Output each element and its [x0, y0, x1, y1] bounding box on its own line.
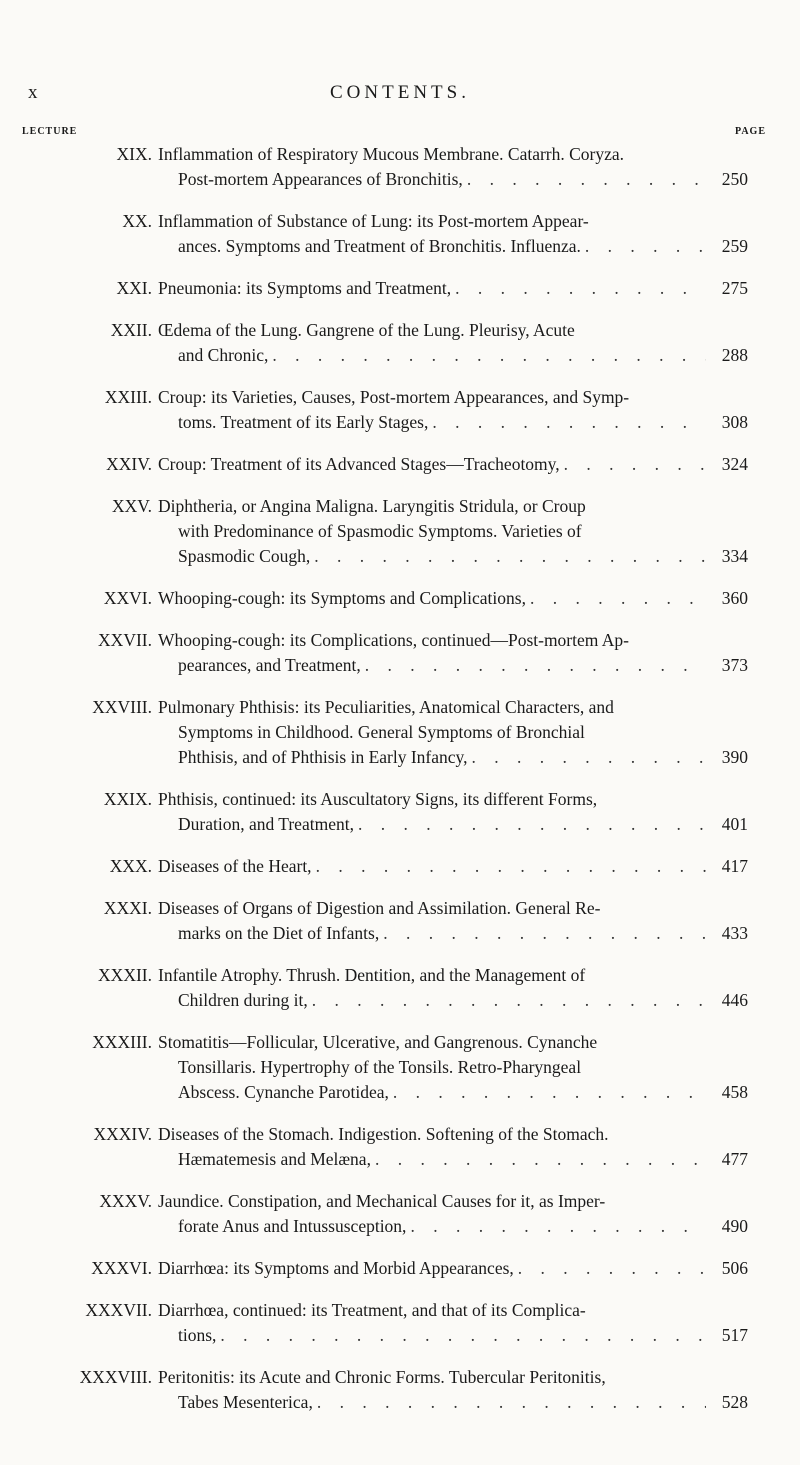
contents-entry	[0, 494, 800, 569]
page-number[interactable]: 324	[721, 454, 748, 474]
lecture-title	[158, 854, 748, 879]
title-line-text: tions,	[178, 1325, 217, 1345]
dot-leader	[389, 1080, 706, 1105]
title-line-text: toms. Treatment of its Early Stages,	[178, 412, 429, 432]
title-line: Whooping-cough: its Complications, continued—Post-mortem Ap-	[158, 630, 629, 650]
contents-entry	[0, 896, 800, 946]
title-line	[158, 921, 748, 946]
dot-leader	[361, 653, 706, 678]
title-line: Diseases of the Stomach. Indigestion. Softening of the Stomach.	[158, 1124, 609, 1144]
title-line: Pulmonary Phthisis: its Peculiarities, Anatomical Characters, and	[158, 697, 614, 717]
lecture-title	[158, 787, 748, 837]
dot-leader	[581, 234, 706, 259]
title-line-text: Spasmodic Cough,	[178, 546, 311, 566]
dot-leader	[463, 167, 706, 192]
running-head	[0, 82, 800, 106]
title-line-text: Diseases of the Heart,	[158, 856, 312, 876]
title-line	[158, 988, 748, 1013]
title-line	[158, 343, 748, 368]
title-line-text: and Chronic,	[178, 345, 269, 365]
title-line-text: marks on the Diet of Infants,	[178, 923, 380, 943]
dot-leader	[310, 544, 706, 569]
lecture-number: XIX.	[116, 144, 152, 164]
title-line-text: Tabes Mesenterica,	[178, 1392, 313, 1412]
lecture-column-heading: LECTURE	[22, 126, 78, 137]
dot-leader	[371, 1147, 706, 1172]
dot-leader	[406, 1214, 706, 1239]
dot-leader	[451, 276, 706, 301]
page-number[interactable]: 259	[721, 236, 748, 256]
title-line	[158, 1390, 748, 1415]
dot-leader	[308, 988, 706, 1013]
title-line-text: Post-mortem Appearances of Bronchitis,	[178, 169, 463, 189]
contents-entry	[0, 854, 800, 879]
contents-entry	[0, 385, 800, 435]
title-line-text: Duration, and Treatment,	[178, 814, 354, 834]
title-line	[158, 653, 748, 678]
title-line-text: pearances, and Treatment,	[178, 655, 361, 675]
dot-leader	[268, 343, 706, 368]
title-line-text: Croup: Treatment of its Advanced Stages—Tracheotomy,	[158, 454, 560, 474]
title-line-text: Hæmatemesis and Melæna,	[178, 1149, 371, 1169]
lecture-title	[158, 452, 748, 477]
lecture-number: XXV.	[111, 496, 152, 516]
contents-list	[0, 142, 800, 1415]
page-number[interactable]: 275	[721, 278, 748, 298]
title-line	[158, 1214, 748, 1239]
title-line: Inflammation of Respiratory Mucous Membrane. Catarrh. Coryza.	[158, 144, 625, 164]
title-line-text: Abscess. Cynanche Parotidea,	[178, 1082, 389, 1102]
contents-entry	[0, 276, 800, 301]
lecture-number: XXXV.	[99, 1191, 152, 1211]
title-line	[158, 1256, 748, 1281]
title-line: Infantile Atrophy. Thrush. Dentition, and the Management of	[158, 965, 586, 985]
dot-leader	[560, 452, 706, 477]
dot-leader	[354, 812, 706, 837]
lecture-title	[158, 1298, 748, 1348]
page-number[interactable]: 288	[721, 345, 748, 365]
lecture-title	[158, 1365, 748, 1415]
title-line	[158, 1323, 748, 1348]
title-line: Peritonitis: its Acute and Chronic Forms. Tubercular Peritonitis,	[158, 1367, 606, 1387]
contents-entry	[0, 963, 800, 1013]
page-title: CONTENTS.	[330, 82, 470, 103]
title-line: Symptoms in Childhood. General Symptoms of Bronchial	[178, 722, 585, 742]
page-number[interactable]: 308	[721, 412, 748, 432]
contents-entry	[0, 586, 800, 611]
contents-entry	[0, 1298, 800, 1348]
page-number[interactable]: 373	[721, 655, 748, 675]
title-line-text: Diarrhœa: its Symptoms and Morbid Appearances,	[158, 1258, 514, 1278]
lecture-title	[158, 385, 748, 435]
lecture-number: XXXIII.	[92, 1032, 152, 1052]
title-line-text: Whooping-cough: its Symptoms and Complications,	[158, 588, 526, 608]
title-line: Diseases of Organs of Digestion and Assimilation. General Re-	[158, 898, 601, 918]
lecture-number: XXX.	[109, 856, 152, 876]
lecture-title	[158, 318, 748, 368]
contents-entry	[0, 1256, 800, 1281]
contents-entry	[0, 142, 800, 192]
lecture-title	[158, 963, 748, 1013]
page-number[interactable]: 458	[721, 1082, 748, 1102]
dot-leader	[468, 745, 706, 770]
title-line: Inflammation of Substance of Lung: its Post-mortem Appear-	[158, 211, 589, 231]
lecture-number: XX.	[122, 211, 152, 231]
page-number[interactable]: 417	[721, 856, 748, 876]
lecture-number: XXXIV.	[93, 1124, 152, 1144]
contents-entry	[0, 209, 800, 259]
lecture-title	[158, 1030, 748, 1105]
title-line: Stomatitis—Follicular, Ulcerative, and Gangrenous. Cynanche	[158, 1032, 598, 1052]
page-number[interactable]: 334	[721, 546, 748, 566]
contents-entry	[0, 628, 800, 678]
lecture-number: XXXVI.	[91, 1258, 152, 1278]
lecture-title	[158, 209, 748, 259]
dot-leader	[312, 854, 706, 879]
lecture-title	[158, 896, 748, 946]
title-line	[158, 167, 748, 192]
title-line: Diarrhœa, continued: its Treatment, and that of its Complica-	[158, 1300, 586, 1320]
title-line	[158, 276, 748, 301]
page-number[interactable]: 390	[721, 747, 748, 767]
title-line	[158, 586, 748, 611]
page-number[interactable]: 360	[721, 588, 748, 608]
page-folio: x	[28, 82, 38, 103]
lecture-number: XXIII.	[104, 387, 152, 407]
dot-leader	[313, 1390, 706, 1415]
dot-leader	[379, 921, 706, 946]
lecture-title	[158, 586, 748, 611]
title-line-text: ances. Symptoms and Treatment of Bronchitis. Influenza.	[178, 236, 581, 256]
title-line	[158, 452, 748, 477]
title-line	[158, 745, 748, 770]
title-line-text: Pneumonia: its Symptoms and Treatment,	[158, 278, 452, 298]
lecture-number: XXVIII.	[92, 697, 152, 717]
title-line	[158, 1080, 748, 1105]
lecture-title	[158, 695, 748, 770]
title-line: Jaundice. Constipation, and Mechanical Causes for it, as Imper-	[158, 1191, 606, 1211]
lecture-number: XXIX.	[103, 789, 152, 809]
page-number[interactable]: 446	[721, 990, 748, 1010]
page-number[interactable]: 528	[721, 1392, 748, 1412]
title-line: Phthisis, continued: its Auscultatory Signs, its different Forms,	[158, 789, 598, 809]
lecture-number: XXXII.	[98, 965, 152, 985]
lecture-number: XXII.	[110, 320, 152, 340]
title-line	[158, 410, 748, 435]
dot-leader	[216, 1323, 706, 1348]
title-line: Œdema of the Lung. Gangrene of the Lung. Pleurisy, Acute	[158, 320, 575, 340]
lecture-number: XXVII.	[98, 630, 152, 650]
page-number[interactable]: 477	[721, 1149, 748, 1169]
title-line-text: forate Anus and Intussusception,	[178, 1216, 407, 1236]
contents-entry	[0, 452, 800, 477]
contents-entry	[0, 318, 800, 368]
title-line: Tonsillaris. Hypertrophy of the Tonsils. Retro-Pharyngeal	[178, 1057, 582, 1077]
dot-leader	[514, 1256, 706, 1281]
contents-entry	[0, 695, 800, 770]
title-line: Croup: its Varieties, Causes, Post-mortem Appearances, and Symp-	[158, 387, 630, 407]
dot-leader	[428, 410, 706, 435]
contents-entry	[0, 1365, 800, 1415]
title-line: Diphtheria, or Angina Maligna. Laryngitis Stridula, or Croup	[158, 496, 586, 516]
page-number[interactable]: 433	[721, 923, 748, 943]
lecture-number: XXIV.	[106, 454, 152, 474]
page-number[interactable]: 401	[721, 814, 748, 834]
column-headings	[0, 126, 800, 140]
title-line-text: Children during it,	[178, 990, 308, 1010]
page-number[interactable]: 250	[721, 169, 748, 189]
lecture-title	[158, 1189, 748, 1239]
title-line	[158, 854, 748, 879]
title-line	[158, 1147, 748, 1172]
lecture-title	[158, 1256, 748, 1281]
contents-entry	[0, 1189, 800, 1239]
page-number[interactable]: 517	[721, 1325, 748, 1345]
lecture-title	[158, 1122, 748, 1172]
lecture-number: XXXVII.	[85, 1300, 152, 1320]
lecture-title	[158, 276, 748, 301]
lecture-title	[158, 494, 748, 569]
lecture-number: XXXVIII.	[79, 1367, 152, 1387]
title-line: with Predominance of Spasmodic Symptoms. Varieties of	[178, 521, 582, 541]
contents-entry	[0, 1122, 800, 1172]
title-line-text: Phthisis, and of Phthisis in Early Infancy,	[178, 747, 468, 767]
title-line	[158, 544, 748, 569]
contents-entry	[0, 1030, 800, 1105]
page-number[interactable]: 490	[721, 1216, 748, 1236]
dot-leader	[526, 586, 706, 611]
page-number[interactable]: 506	[721, 1258, 748, 1278]
title-line	[158, 234, 748, 259]
lecture-title	[158, 628, 748, 678]
page-column-heading: PAGE	[734, 126, 766, 137]
lecture-number: XXXI.	[103, 898, 152, 918]
lecture-title	[158, 142, 748, 192]
lecture-number: XXI.	[116, 278, 152, 298]
contents-entry	[0, 787, 800, 837]
lecture-number: XXVI.	[103, 588, 152, 608]
title-line	[158, 812, 748, 837]
